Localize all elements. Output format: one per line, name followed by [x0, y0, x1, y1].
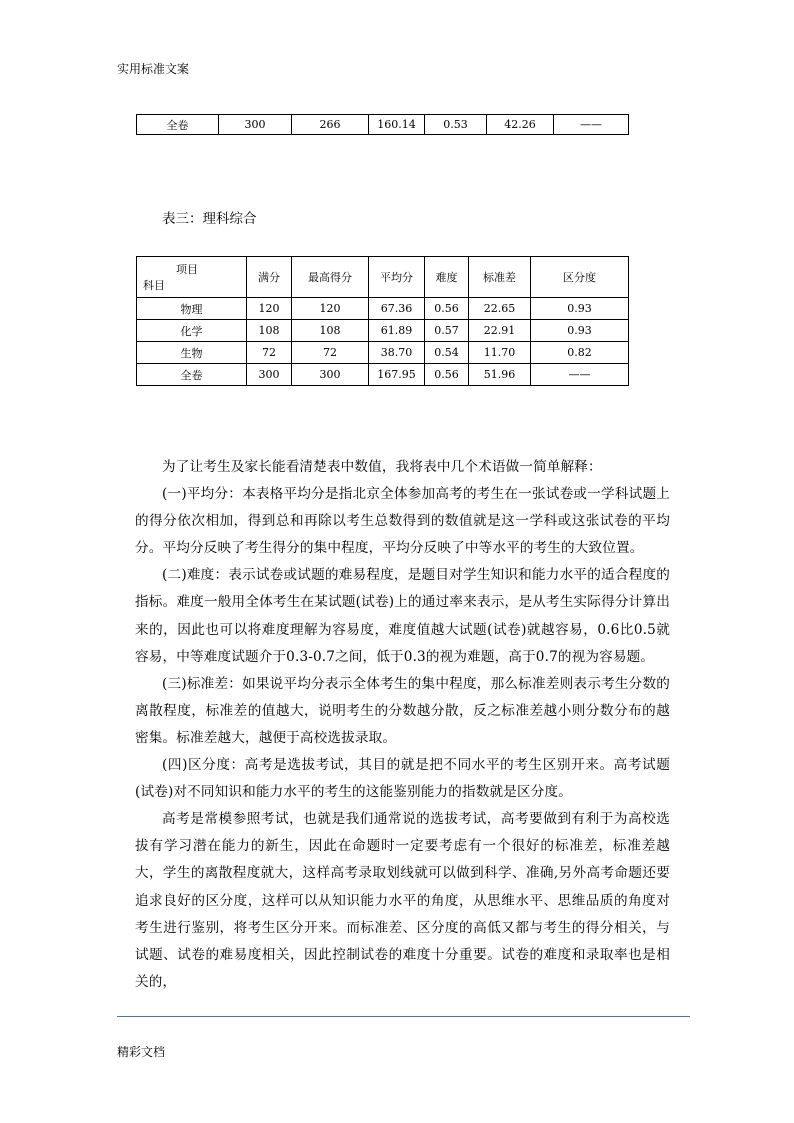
table-cell: 300: [292, 364, 369, 386]
table-science-comprehensive: [136, 256, 629, 386]
table-cell: 22.65: [469, 298, 531, 320]
column-header: 难度: [425, 257, 469, 298]
table-cell: 化学: [137, 320, 247, 342]
table-cell: 0.57: [425, 320, 469, 342]
table-cell: 300: [247, 364, 292, 386]
table-cell: 22.91: [469, 320, 531, 342]
table-cell: 167.95: [369, 364, 425, 386]
table-header-row: [137, 257, 629, 298]
table-cell: 120: [247, 298, 292, 320]
table-cell: 0.82: [531, 342, 629, 364]
table-cell: 42.26: [487, 115, 554, 135]
table-row: [137, 298, 629, 320]
table-top-fragment: [136, 114, 629, 135]
table-cell: 38.70: [369, 342, 425, 364]
table-cell: 51.96: [469, 364, 531, 386]
table-cell: ——: [531, 364, 629, 386]
table-cell: 108: [292, 320, 369, 342]
corner-header-cell: [137, 257, 247, 298]
table-cell: 108: [247, 320, 292, 342]
table-cell: 0.93: [531, 298, 629, 320]
paragraph-average: (一)平均分：本表格平均分是指北京全体参加高考的考生在一张试卷或一学科试题上的得分依次相加，得到总和再除以考生总数得到的数值就是这一学科或这张试卷的平均分。平均分反映了考生得分的集中程度，平均分反映了中等水平的考生的大致位置。: [135, 486, 670, 557]
column-header: 标准差: [469, 257, 531, 298]
table-cell: 61.89: [369, 320, 425, 342]
table-cell: 300: [219, 115, 292, 135]
table-cell: 11.70: [469, 342, 531, 364]
body-text: [135, 454, 670, 996]
table-cell: 72: [247, 342, 292, 364]
table-cell: 160.14: [369, 115, 425, 135]
paragraph-exam-selection: 高考是常模参照考试，也就是我们通常说的选拔考试，高考要做到有利于为高校选拔有学习潜在能力的新生，因此在命题时一定要考虑有一个很好的标准差，标准差越大，学生的离散程度就大，这样高考录取划线就可以做到科学、准确,另外高考命题还要追求良好的区分度，这样可以从知识能力水平的角度，从思维水平、思维品质的角度对考生进行鉴别，将考生区分开来。而标准差、区分度的高低又都与考生的得分相关，与试题、试卷的难易度相关，因此控制试卷的难度十分重要。试卷的难度和录取率也是相关的，: [135, 811, 670, 990]
table-cell: 物理: [137, 298, 247, 320]
table-caption: 表三：理科综合: [162, 211, 257, 227]
table-row: [137, 342, 629, 364]
column-header: 最高得分: [292, 257, 369, 298]
paragraph-intro: 为了让考生及家长能看清楚表中数值，我将表中几个术语做一简单解释：: [162, 459, 602, 475]
corner-label-subject: 科目: [143, 279, 165, 292]
column-header: 满分: [247, 257, 292, 298]
table-cell: 0.53: [425, 115, 487, 135]
table-row: [137, 320, 629, 342]
table-cell: ——: [554, 115, 629, 135]
paragraph-discrimination: (四)区分度：高考是选拔考试，其目的就是把不同水平的考生区别开来。高考试题(试卷)对不同知识和能力水平的考生的这能鉴别能力的指数就是区分度。: [135, 757, 670, 801]
table-cell: 全卷: [137, 364, 247, 386]
table-cell: 0.56: [425, 298, 469, 320]
table-cell: 72: [292, 342, 369, 364]
column-header: 区分度: [531, 257, 629, 298]
footer-divider: [117, 1016, 690, 1017]
paragraph-std-dev: (三)标准差：如果说平均分表示全体考生的集中程度，那么标准差则表示考生分数的离散程度，标准差的值越大，说明考生的分数越分散，反之标准差越小则分数分布的越密集。标准差越大，越便于高校选拔录取。: [135, 675, 670, 746]
table-cell: 生物: [137, 342, 247, 364]
table-cell: 全卷: [137, 115, 219, 135]
table-row: [137, 364, 629, 386]
table-cell: 266: [292, 115, 369, 135]
table-row: [137, 115, 629, 135]
page-footer: 精彩文档: [117, 1045, 166, 1059]
table-cell: 120: [292, 298, 369, 320]
paragraph-difficulty: (二)难度：表示试卷或试题的难易程度，是题目对学生知识和能力水平的适合程度的指标。难度一般用全体考生在某试题(试卷)上的通过率来表示，是从考生实际得分计算出来的，因此也可以将难度理解为容易度，难度值越大试题(试卷)就越容易，0.6比0.5就容易，中等难度试题介于0.3-0.7之间，低于0.3的视为难题，高于0.7的视为容易题。: [135, 567, 670, 665]
table-cell: 0.93: [531, 320, 629, 342]
page-header: 实用标准文案: [117, 62, 190, 76]
table-cell: 0.54: [425, 342, 469, 364]
corner-label-item: 项目: [176, 263, 198, 276]
table-cell: 0.56: [425, 364, 469, 386]
column-header: 平均分: [369, 257, 425, 298]
table-cell: 67.36: [369, 298, 425, 320]
